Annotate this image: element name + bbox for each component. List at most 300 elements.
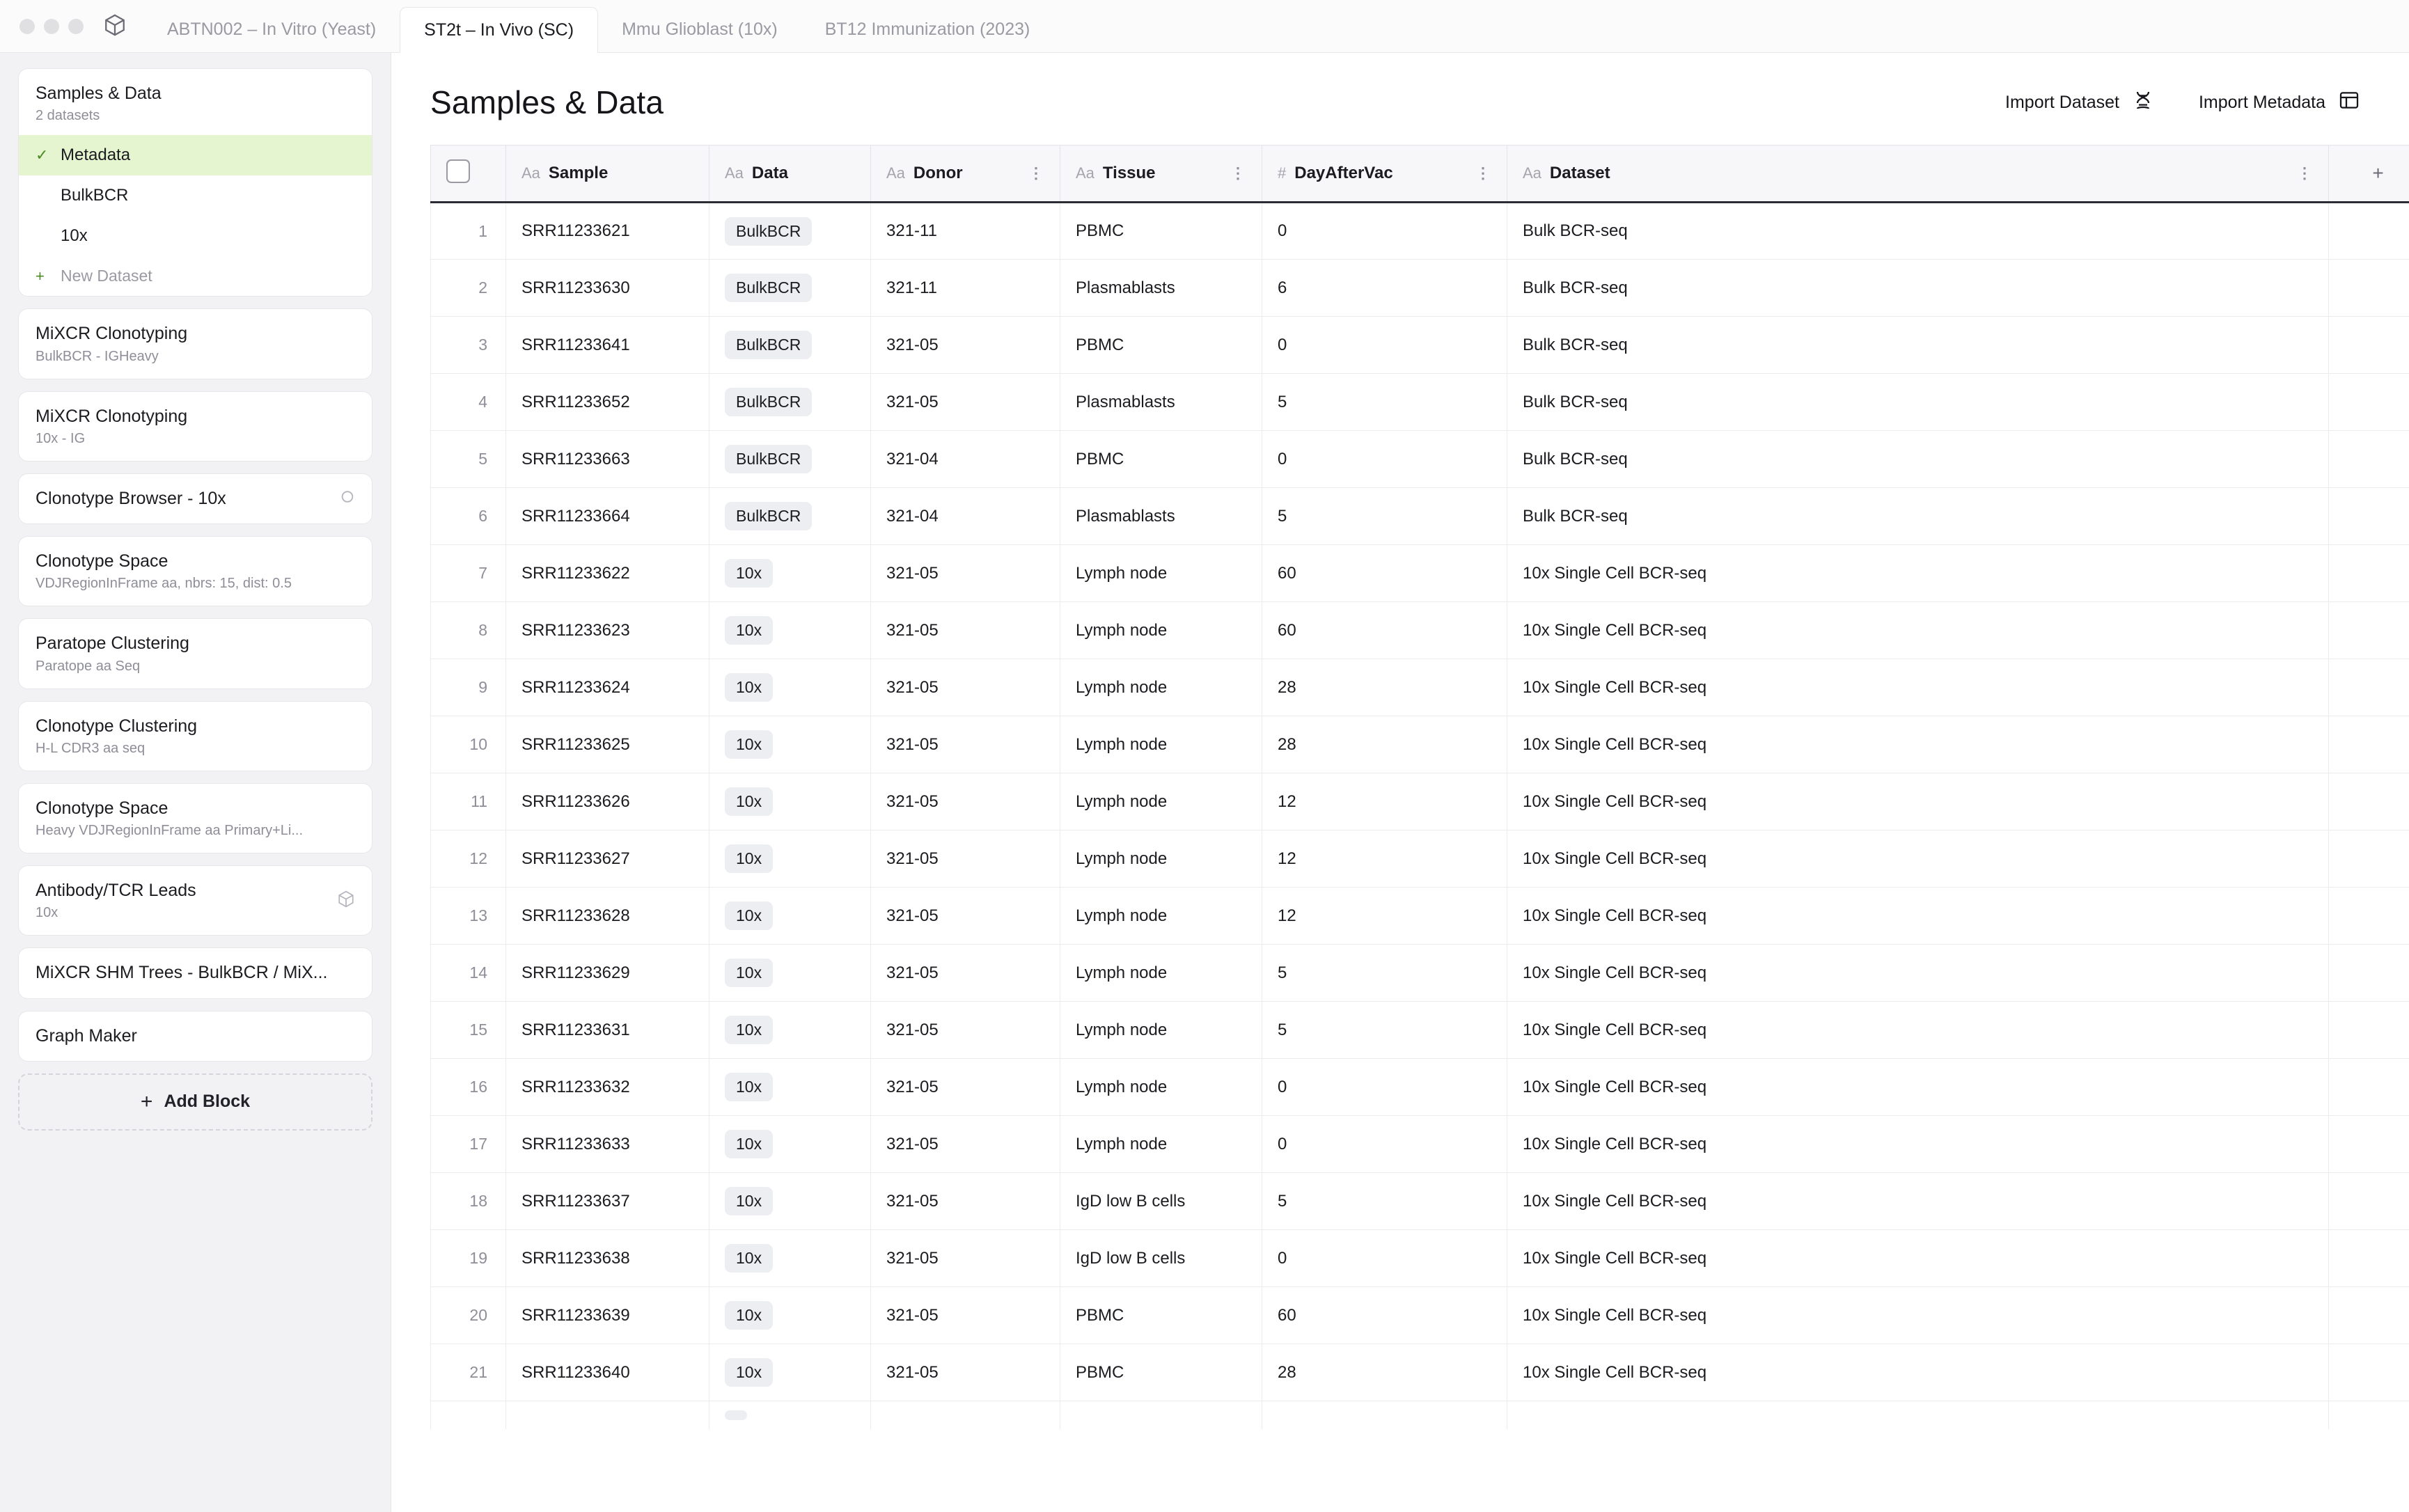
type-tag: Aa: [1523, 164, 1541, 182]
import-dataset-button[interactable]: [2005, 89, 2154, 116]
cell-dayaftervac[interactable]: 0: [1262, 203, 1507, 260]
cell-data[interactable]: [709, 431, 871, 488]
cell-data[interactable]: [709, 1173, 871, 1230]
cell-dayaftervac[interactable]: 5: [1262, 1173, 1507, 1230]
cell-empty[interactable]: [2329, 945, 2409, 1002]
cell-dayaftervac[interactable]: 12: [1262, 773, 1507, 830]
sidebar-block-paratope-clustering[interactable]: [18, 618, 372, 688]
table-row[interactable]: [431, 602, 2409, 659]
cell-tissue[interactable]: Plasmablasts: [1060, 374, 1262, 431]
cell-data[interactable]: [709, 716, 871, 773]
cell-data[interactable]: [709, 260, 871, 317]
cell-sample[interactable]: SRR11233630: [506, 260, 709, 317]
cell-dataset[interactable]: [1507, 1401, 2329, 1429]
data-pill: 10x: [725, 844, 773, 873]
cell-dataset[interactable]: Bulk BCR-seq: [1507, 431, 2329, 488]
data-pill: 10x: [725, 1073, 773, 1101]
cell-empty[interactable]: [2329, 602, 2409, 659]
column-header-dayaftervac[interactable]: [1262, 145, 1507, 203]
cell-sample[interactable]: SRR11233640: [506, 1344, 709, 1401]
cell-donor[interactable]: 321-05: [871, 773, 1060, 830]
header-actions[interactable]: [2005, 89, 2360, 116]
sidebar-item-metadata[interactable]: [19, 135, 372, 175]
data-pill: 10x: [725, 559, 773, 588]
row-number: 2: [431, 260, 506, 317]
sidebar-block-mixcr-shm-trees[interactable]: [18, 947, 372, 998]
table-row[interactable]: [431, 1173, 2409, 1230]
row-number: 3: [431, 317, 506, 374]
cell-empty[interactable]: [2329, 659, 2409, 716]
add-column-button[interactable]: [2329, 145, 2409, 203]
sidebar-item-label: 10x: [61, 226, 88, 246]
cell-dayaftervac[interactable]: 5: [1262, 374, 1507, 431]
cell-donor[interactable]: 321-05: [871, 374, 1060, 431]
row-number: 11: [431, 773, 506, 830]
cell-data[interactable]: [709, 945, 871, 1002]
cell-tissue[interactable]: Lymph node: [1060, 545, 1262, 602]
row-number: 16: [431, 1059, 506, 1116]
sidebar-block-graph-maker[interactable]: [18, 1011, 372, 1062]
table-row[interactable]: [431, 659, 2409, 716]
cell-dataset[interactable]: 10x Single Cell BCR-seq: [1507, 545, 2329, 602]
cell-donor[interactable]: 321-05: [871, 888, 1060, 945]
row-number: 1: [431, 203, 506, 260]
cell-data[interactable]: [709, 659, 871, 716]
type-tag: Aa: [886, 164, 905, 182]
cell-donor[interactable]: 321-05: [871, 317, 1060, 374]
import-metadata-button[interactable]: [2199, 89, 2360, 116]
data-pill: BulkBCR: [725, 274, 812, 302]
sidebar[interactable]: [0, 53, 391, 1512]
cell-data[interactable]: [709, 1230, 871, 1287]
sidebar-block-mixcr-clonotyping-10x[interactable]: [18, 391, 372, 462]
data-pill: 10x: [725, 673, 773, 702]
tab-bt12-immunization[interactable]: [801, 6, 1054, 52]
new-dataset-label: New Dataset: [61, 267, 152, 285]
cell-donor[interactable]: 321-11: [871, 260, 1060, 317]
cell-dayaftervac[interactable]: 0: [1262, 1230, 1507, 1287]
row-number: 13: [431, 888, 506, 945]
row-number: 4: [431, 374, 506, 431]
data-pill: 10x: [725, 616, 773, 645]
row-number: 15: [431, 1002, 506, 1059]
tab-label: Mmu Glioblast (10x): [622, 19, 778, 39]
cell-data[interactable]: [709, 203, 871, 260]
import-metadata-label: Import Metadata: [2198, 92, 2325, 112]
table-row[interactable]: [431, 888, 2409, 945]
cell-dataset[interactable]: 10x Single Cell BCR-seq: [1507, 1230, 2329, 1287]
sidebar-item-10x[interactable]: [19, 216, 372, 256]
row-number: 19: [431, 1230, 506, 1287]
cell-dayaftervac[interactable]: 0: [1262, 1116, 1507, 1173]
cell-empty[interactable]: [2329, 545, 2409, 602]
block-subtitle: 10x - IG: [36, 430, 86, 446]
cell-dataset[interactable]: 10x Single Cell BCR-seq: [1507, 945, 2329, 1002]
cell-sample[interactable]: SRR11233641: [506, 317, 709, 374]
plus-icon: +: [140, 1089, 153, 1113]
cell-donor[interactable]: 321-05: [871, 945, 1060, 1002]
cell-tissue[interactable]: Lymph node: [1060, 945, 1262, 1002]
cell-data[interactable]: [709, 773, 871, 830]
cell-dataset[interactable]: 10x Single Cell BCR-seq: [1507, 888, 2329, 945]
block-subtitle: Heavy VDJRegionInFrame aa Primary+Li...: [36, 823, 304, 838]
column-label: Tissue: [1102, 164, 1156, 182]
cube-icon[interactable]: [96, 13, 143, 52]
cell-tissue[interactable]: Lymph node: [1060, 830, 1262, 888]
cell-sample[interactable]: SRR11233652: [506, 374, 709, 431]
cell-empty[interactable]: [2329, 1059, 2409, 1116]
cell-dataset[interactable]: 10x Single Cell BCR-seq: [1507, 1287, 2329, 1344]
cell-tissue[interactable]: PBMC: [1060, 431, 1262, 488]
row-number: 18: [431, 1173, 506, 1230]
table-row[interactable]: [431, 203, 2409, 260]
cell-donor[interactable]: 321-05: [871, 1116, 1060, 1173]
table-row[interactable]: [431, 773, 2409, 830]
block-title: MiXCR SHM Trees - BulkBCR / MiX...: [36, 963, 328, 983]
block-title: Clonotype Space: [36, 551, 168, 571]
column-menu-icon[interactable]: ⋮: [1475, 164, 1491, 182]
window-controls: [0, 19, 96, 52]
cell-tissue[interactable]: Lymph node: [1060, 1116, 1262, 1173]
cell-empty[interactable]: [2329, 773, 2409, 830]
cell-donor[interactable]: 321-05: [871, 830, 1060, 888]
data-pill: 10x: [725, 1187, 773, 1215]
column-label: DayAfterVac: [1294, 164, 1393, 182]
table-import-icon: [2338, 89, 2360, 116]
type-tag: Aa: [1076, 164, 1094, 182]
cell-sample[interactable]: SRR11233629: [506, 945, 709, 1002]
table-row[interactable]: [431, 317, 2409, 374]
table-body[interactable]: [431, 203, 2409, 1429]
cell-empty[interactable]: [2329, 1401, 2409, 1429]
table-row[interactable]: [431, 716, 2409, 773]
cell-dayaftervac[interactable]: 6: [1262, 260, 1507, 317]
sidebar-block-clonotype-clustering[interactable]: [18, 701, 372, 771]
cell-donor[interactable]: 321-05: [871, 1344, 1060, 1401]
cell-donor[interactable]: 321-05: [871, 1059, 1060, 1116]
column-header-data[interactable]: [709, 145, 871, 203]
cell-dataset[interactable]: Bulk BCR-seq: [1507, 203, 2329, 260]
cell-data[interactable]: [709, 1344, 871, 1401]
row-number: [431, 1401, 506, 1429]
cell-data[interactable]: [709, 1059, 871, 1116]
cell-data[interactable]: [709, 1116, 871, 1173]
cell-sample[interactable]: SRR11233664: [506, 488, 709, 545]
cell-donor[interactable]: 321-05: [871, 545, 1060, 602]
tab-st2t[interactable]: [400, 7, 598, 53]
cell-dayaftervac[interactable]: 60: [1262, 1287, 1507, 1344]
cell-donor[interactable]: 321-05: [871, 1287, 1060, 1344]
cell-empty[interactable]: [2329, 1344, 2409, 1401]
table-header: [431, 145, 2409, 203]
tab-label: ABTN002 – In Vitro (Yeast): [167, 19, 377, 39]
sidebar-block-clonotype-space-heavy[interactable]: [18, 783, 372, 853]
sidebar-item-label: Metadata: [61, 145, 131, 165]
cell-dataset[interactable]: 10x Single Cell BCR-seq: [1507, 602, 2329, 659]
cell-sample[interactable]: SRR11233663: [506, 431, 709, 488]
cell-dataset[interactable]: 10x Single Cell BCR-seq: [1507, 830, 2329, 888]
cell-dataset[interactable]: 10x Single Cell BCR-seq: [1507, 659, 2329, 716]
select-all-header[interactable]: [431, 145, 506, 203]
cell-dayaftervac[interactable]: 28: [1262, 716, 1507, 773]
table-row[interactable]: [431, 488, 2409, 545]
cell-tissue[interactable]: PBMC: [1060, 1287, 1262, 1344]
minimize-window-button[interactable]: [44, 19, 59, 34]
cell-donor[interactable]: 321-04: [871, 488, 1060, 545]
column-header-sample[interactable]: [506, 145, 709, 203]
block-subtitle: H-L CDR3 aa seq: [36, 740, 146, 756]
cell-dayaftervac[interactable]: 5: [1262, 488, 1507, 545]
cell-tissue[interactable]: IgD low B cells: [1060, 1230, 1262, 1287]
cell-empty[interactable]: [2329, 1116, 2409, 1173]
row-number: 21: [431, 1344, 506, 1401]
row-number: 7: [431, 545, 506, 602]
cell-sample[interactable]: SRR11233621: [506, 203, 709, 260]
cell-dataset[interactable]: Bulk BCR-seq: [1507, 488, 2329, 545]
cell-empty[interactable]: [2329, 431, 2409, 488]
cell-donor[interactable]: [871, 1401, 1060, 1429]
cell-empty[interactable]: [2329, 488, 2409, 545]
cell-sample[interactable]: SRR11233639: [506, 1287, 709, 1344]
table-row[interactable]: [431, 545, 2409, 602]
zoom-window-button[interactable]: [68, 19, 84, 34]
block-subtitle: 10x: [36, 905, 58, 921]
cell-tissue[interactable]: Lymph node: [1060, 888, 1262, 945]
cell-sample[interactable]: SRR11233638: [506, 1230, 709, 1287]
page-title: Samples & Data: [430, 84, 664, 120]
column-label: Data: [751, 164, 788, 182]
sidebar-item-bulkbcr[interactable]: [19, 175, 372, 216]
cell-empty[interactable]: [2329, 1173, 2409, 1230]
cell-data[interactable]: [709, 1287, 871, 1344]
add-block-button[interactable]: [18, 1073, 372, 1131]
cell-dataset[interactable]: 10x Single Cell BCR-seq: [1507, 773, 2329, 830]
cell-sample[interactable]: SRR11233631: [506, 1002, 709, 1059]
cell-sample[interactable]: SRR11233626: [506, 773, 709, 830]
row-number: 6: [431, 488, 506, 545]
table-row[interactable]: [431, 830, 2409, 888]
cell-sample[interactable]: [506, 1401, 709, 1429]
cell-tissue[interactable]: Lymph node: [1060, 1002, 1262, 1059]
box-icon: [337, 890, 355, 911]
cell-dataset[interactable]: 10x Single Cell BCR-seq: [1507, 1173, 2329, 1230]
cell-dayaftervac[interactable]: 12: [1262, 888, 1507, 945]
new-dataset-button[interactable]: [19, 256, 372, 296]
data-pill: 10x: [725, 1358, 773, 1387]
block-title: Clonotype Browser - 10x: [36, 488, 226, 508]
add-column-label: +: [2372, 162, 2384, 184]
cell-donor[interactable]: 321-04: [871, 431, 1060, 488]
cell-donor[interactable]: 321-05: [871, 602, 1060, 659]
block-title: MiXCR Clonotyping: [36, 406, 188, 426]
column-header-dataset[interactable]: [1507, 145, 2329, 203]
main-content: [391, 53, 2409, 1512]
column-header-donor[interactable]: [871, 145, 1060, 203]
cell-data[interactable]: [709, 602, 871, 659]
cell-empty[interactable]: [2329, 1230, 2409, 1287]
data-pill: 10x: [725, 1016, 773, 1044]
data-pill: BulkBCR: [725, 217, 812, 246]
sidebar-block-clonotype-browser-10x[interactable]: [18, 473, 372, 524]
add-block-label: Add Block: [164, 1092, 251, 1112]
sidebar-block-mixcr-clonotyping-bulk[interactable]: [18, 308, 372, 379]
cell-dayaftervac[interactable]: 5: [1262, 945, 1507, 1002]
column-menu-icon[interactable]: ⋮: [1230, 164, 1246, 182]
cell-empty[interactable]: [2329, 1002, 2409, 1059]
block-title: Antibody/TCR Leads: [36, 881, 196, 900]
cell-donor[interactable]: 321-05: [871, 659, 1060, 716]
table-row[interactable]: [431, 1116, 2409, 1173]
sidebar-block-antibody-tcr-leads[interactable]: [18, 865, 372, 936]
cell-dayaftervac[interactable]: 28: [1262, 659, 1507, 716]
cell-dayaftervac[interactable]: 60: [1262, 602, 1507, 659]
cell-tissue[interactable]: Lymph node: [1060, 602, 1262, 659]
cell-dayaftervac[interactable]: 28: [1262, 1344, 1507, 1401]
table-row[interactable]: [431, 431, 2409, 488]
cell-sample[interactable]: SRR11233624: [506, 659, 709, 716]
cell-sample[interactable]: SRR11233637: [506, 1173, 709, 1230]
data-pill: BulkBCR: [725, 388, 812, 416]
table-row[interactable]: [431, 1230, 2409, 1287]
cell-data[interactable]: [709, 1401, 871, 1429]
cell-tissue[interactable]: PBMC: [1060, 203, 1262, 260]
sidebar-item-label: BulkBCR: [61, 186, 129, 205]
select-all-checkbox[interactable]: [446, 159, 470, 183]
cell-dataset[interactable]: Bulk BCR-seq: [1507, 260, 2329, 317]
table-row[interactable]: [431, 260, 2409, 317]
close-window-button[interactable]: [19, 19, 35, 34]
column-label: Dataset: [1549, 164, 1610, 182]
cell-sample[interactable]: SRR11233627: [506, 830, 709, 888]
column-menu-icon[interactable]: ⋮: [1028, 164, 1044, 182]
cell-dayaftervac[interactable]: 0: [1262, 431, 1507, 488]
block-title: MiXCR Clonotyping: [36, 324, 188, 344]
cell-donor[interactable]: 321-05: [871, 1173, 1060, 1230]
data-pill: BulkBCR: [725, 502, 812, 530]
column-header-tissue[interactable]: [1060, 145, 1262, 203]
cell-empty[interactable]: [2329, 203, 2409, 260]
cell-sample[interactable]: SRR11233632: [506, 1059, 709, 1116]
samples-block-subtitle: 2 datasets: [36, 108, 100, 124]
cell-tissue[interactable]: Plasmablasts: [1060, 260, 1262, 317]
circle-icon: [340, 489, 355, 508]
cell-empty[interactable]: [2329, 1287, 2409, 1344]
cell-tissue[interactable]: Lymph node: [1060, 773, 1262, 830]
column-label: Sample: [548, 164, 609, 182]
cell-tissue[interactable]: [1060, 1401, 1262, 1429]
cell-empty[interactable]: [2329, 888, 2409, 945]
data-pill: 10x: [725, 1244, 773, 1273]
cell-empty[interactable]: [2329, 374, 2409, 431]
cell-data[interactable]: [709, 888, 871, 945]
tab-label: ST2t – In Vivo (SC): [424, 19, 574, 40]
block-subtitle: VDJRegionInFrame aa, nbrs: 15, dist: 0.5: [36, 576, 292, 592]
cell-tissue[interactable]: Lymph node: [1060, 716, 1262, 773]
table-row[interactable]: [431, 1059, 2409, 1116]
cell-sample[interactable]: SRR11233625: [506, 716, 709, 773]
cell-dataset[interactable]: Bulk BCR-seq: [1507, 374, 2329, 431]
row-number: 5: [431, 431, 506, 488]
tab-bar[interactable]: [143, 0, 1053, 52]
cell-tissue[interactable]: Lymph node: [1060, 659, 1262, 716]
cell-dayaftervac[interactable]: 60: [1262, 545, 1507, 602]
type-tag: Aa: [521, 164, 540, 182]
table-row[interactable]: [431, 1002, 2409, 1059]
cell-data[interactable]: [709, 317, 871, 374]
cell-donor[interactable]: 321-05: [871, 716, 1060, 773]
cell-tissue[interactable]: Plasmablasts: [1060, 488, 1262, 545]
cell-empty[interactable]: [2329, 830, 2409, 888]
cell-tissue[interactable]: Lymph node: [1060, 1059, 1262, 1116]
cell-donor[interactable]: 321-05: [871, 1002, 1060, 1059]
cell-dataset[interactable]: 10x Single Cell BCR-seq: [1507, 1059, 2329, 1116]
cell-tissue[interactable]: PBMC: [1060, 1344, 1262, 1401]
block-title: Graph Maker: [36, 1025, 137, 1046]
table-row[interactable]: [431, 374, 2409, 431]
table-row[interactable]: [431, 1344, 2409, 1401]
cell-dataset[interactable]: 10x Single Cell BCR-seq: [1507, 716, 2329, 773]
column-label: Donor: [913, 164, 963, 182]
data-pill: 10x: [725, 959, 773, 987]
data-pill: 10x: [725, 730, 773, 759]
cell-data[interactable]: [709, 830, 871, 888]
cell-sample[interactable]: SRR11233622: [506, 545, 709, 602]
block-title: Paratope Clustering: [36, 633, 189, 654]
cell-data[interactable]: [709, 1002, 871, 1059]
cell-dayaftervac[interactable]: 0: [1262, 1059, 1507, 1116]
cell-sample[interactable]: SRR11233623: [506, 602, 709, 659]
cell-empty[interactable]: [2329, 260, 2409, 317]
cell-dataset[interactable]: Bulk BCR-seq: [1507, 317, 2329, 374]
tab-label: BT12 Immunization (2023): [824, 19, 1030, 39]
cell-dataset[interactable]: 10x Single Cell BCR-seq: [1507, 1116, 2329, 1173]
samples-table-container[interactable]: [391, 145, 2409, 1512]
cell-sample[interactable]: SRR11233628: [506, 888, 709, 945]
cell-empty[interactable]: [2329, 317, 2409, 374]
cell-data[interactable]: [709, 545, 871, 602]
sidebar-block-samples-and-data[interactable]: [18, 68, 372, 297]
cell-tissue[interactable]: PBMC: [1060, 317, 1262, 374]
column-menu-icon[interactable]: ⋮: [2297, 164, 2313, 182]
block-subtitle: Paratope aa Seq: [36, 658, 141, 674]
cell-dayaftervac[interactable]: [1262, 1401, 1507, 1429]
cell-data[interactable]: [709, 488, 871, 545]
cell-donor[interactable]: 321-11: [871, 203, 1060, 260]
cell-data[interactable]: [709, 374, 871, 431]
block-title: Clonotype Space: [36, 798, 168, 818]
check-icon: ✓: [36, 146, 49, 164]
cell-dayaftervac[interactable]: 12: [1262, 830, 1507, 888]
cell-donor[interactable]: 321-05: [871, 1230, 1060, 1287]
sidebar-block-clonotype-space-vdj[interactable]: [18, 536, 372, 606]
cell-dayaftervac[interactable]: 5: [1262, 1002, 1507, 1059]
cell-dayaftervac[interactable]: 0: [1262, 317, 1507, 374]
cell-empty[interactable]: [2329, 716, 2409, 773]
cell-tissue[interactable]: IgD low B cells: [1060, 1173, 1262, 1230]
tab-mmu-glioblast[interactable]: [598, 6, 801, 52]
cell-dataset[interactable]: 10x Single Cell BCR-seq: [1507, 1002, 2329, 1059]
table-row[interactable]: [431, 945, 2409, 1002]
tab-abtn002[interactable]: [143, 6, 400, 52]
row-number: 12: [431, 830, 506, 888]
data-pill: [725, 1410, 747, 1420]
table-row[interactable]: [431, 1287, 2409, 1344]
cell-sample[interactable]: SRR11233633: [506, 1116, 709, 1173]
cell-dataset[interactable]: 10x Single Cell BCR-seq: [1507, 1344, 2329, 1401]
data-pill: 10x: [725, 1301, 773, 1330]
table-row-partial[interactable]: [431, 1401, 2409, 1429]
samples-table[interactable]: [430, 145, 2409, 1429]
